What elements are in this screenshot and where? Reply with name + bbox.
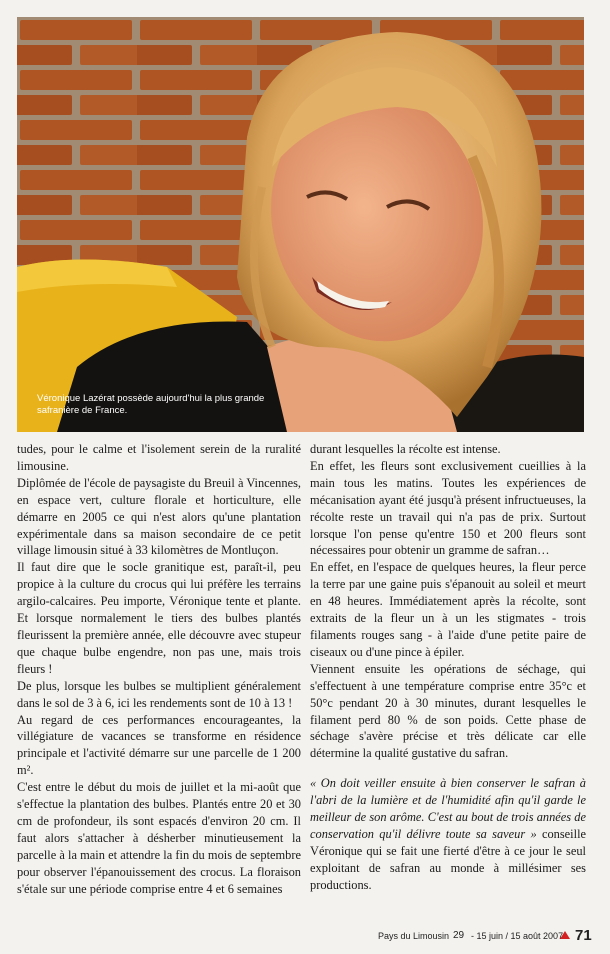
paragraph: C'est entre le début du mois de juillet et la mi-août que s'effectue la plantation des bulbes. Plantés entre 20 et 30 cm de profondeur, ils sont espacés d'environ 20 cm. Il faut alors s'attacher à désherber minutieusement la parcelle à la main et attendre la fin du mois de septembre pour observer l'épanouissement des crocus. La floraison s'étale sur une période comprise entre 4 et 6 semaines <box>17 780 301 896</box>
paragraph: Il faut dire que le socle granitique est, paraît-il, peu propice à la culture du crocus qui lui préfère les terrains argilo-calcaires. Peu importe, Véronique tente et plante. Et lorsque normalement le tiers des bulbes plantés fleurissent la première année, elle découvre avec stupeur que chaque bulbe engendre, non pas une, mais trois fleurs ! <box>17 560 301 676</box>
issue-dates: - 15 juin / 15 août 2007 <box>471 931 564 941</box>
quote-attribution: conseille Véronique qui se fait une fierté d'être à ce jour le seul exploitant de safran au monde à millésimer ses productions. <box>310 826 587 892</box>
paragraph: Viennent ensuite les opérations de séchage, qui s'effectuent à une température comprise entre 35°c et 50°c pendant 20 à 30 minutes, durant lesquelles le filament perd 80 % de son poids. Cette phase de séchage s'avère précise et très délicate car elle détermine la qualité gustative du safran. <box>310 661 586 761</box>
portrait-photo <box>17 17 584 432</box>
paragraph: tudes, pour le calme et l'isolement serein de la ruralité limousine. <box>17 442 301 473</box>
paragraph: En effet, en l'espace de quelques heures, la fleur perce la terre par une gaine puis s'épanouit au soleil et meurt en 48 heures. Immédiatement après la récolte, sont extraits de la fleur un à un les stigmates - trois filaments rouges sang - à l'aide d'une petite paire de ciseaux ou d'une pince à épiler. <box>310 560 586 659</box>
paragraph: Au regard de ces performances encourageantes, la villégiature de vacances se transforme en résidence principale et l'activité démarre sur une parcelle de 1 200 m². <box>17 712 301 778</box>
paragraph: Diplômée de l'école de paysagiste du Breuil à Vincennes, en espace vert, culture florale et horticulture, elle démarre en 2005 ce qui n'est alors qu'une plantation expérimentale dans sa maison secondaire de ce petit village limousin situé à 33 kilomètres de Montluçon. <box>17 475 301 558</box>
paragraph-gap <box>310 762 586 775</box>
paragraph: De plus, lorsque les bulbes se multiplient généralement dans le sol de 3 à 6, ici les rendements sont de 10 à 13 ! <box>17 678 301 710</box>
portrait-photo-illustration <box>17 17 584 432</box>
article-column-right <box>310 441 586 894</box>
page-footer <box>378 929 598 945</box>
paragraph: durant lesquelles la récolte est intense. <box>310 442 501 456</box>
paragraph: En effet, les fleurs sont exclusivement cueillies à la main tous les matins. Toutes les expériences de mécanisation ayant été jusqu'à présent infructueuses, la récolte reste un travail qui n'a pas de prix. Surtout lorsque l'on pense qu'entre 150 et 200 fleurs sont nécessaires pour obtenir un gramme de safran… <box>310 458 586 558</box>
issue-number: 29 <box>453 930 465 941</box>
red-triangle-icon <box>560 931 570 939</box>
quote-paragraph <box>310 775 586 893</box>
quote-text: « On doit veiller ensuite à bien conserver le safran à l'abri de la lumière et de l'humidité afin qu'il garde le meilleur de son arôme. C'est au bout de trois années de conservation qu'il délivre toute sa saveur » <box>310 776 586 841</box>
article-column-left <box>17 441 301 897</box>
page-number: 71 <box>575 927 592 944</box>
magazine-name: Pays du Limousin <box>378 931 450 941</box>
photo-caption: Véronique Lazérat possède aujourd'hui la plus grande safranière de France. <box>37 393 265 416</box>
